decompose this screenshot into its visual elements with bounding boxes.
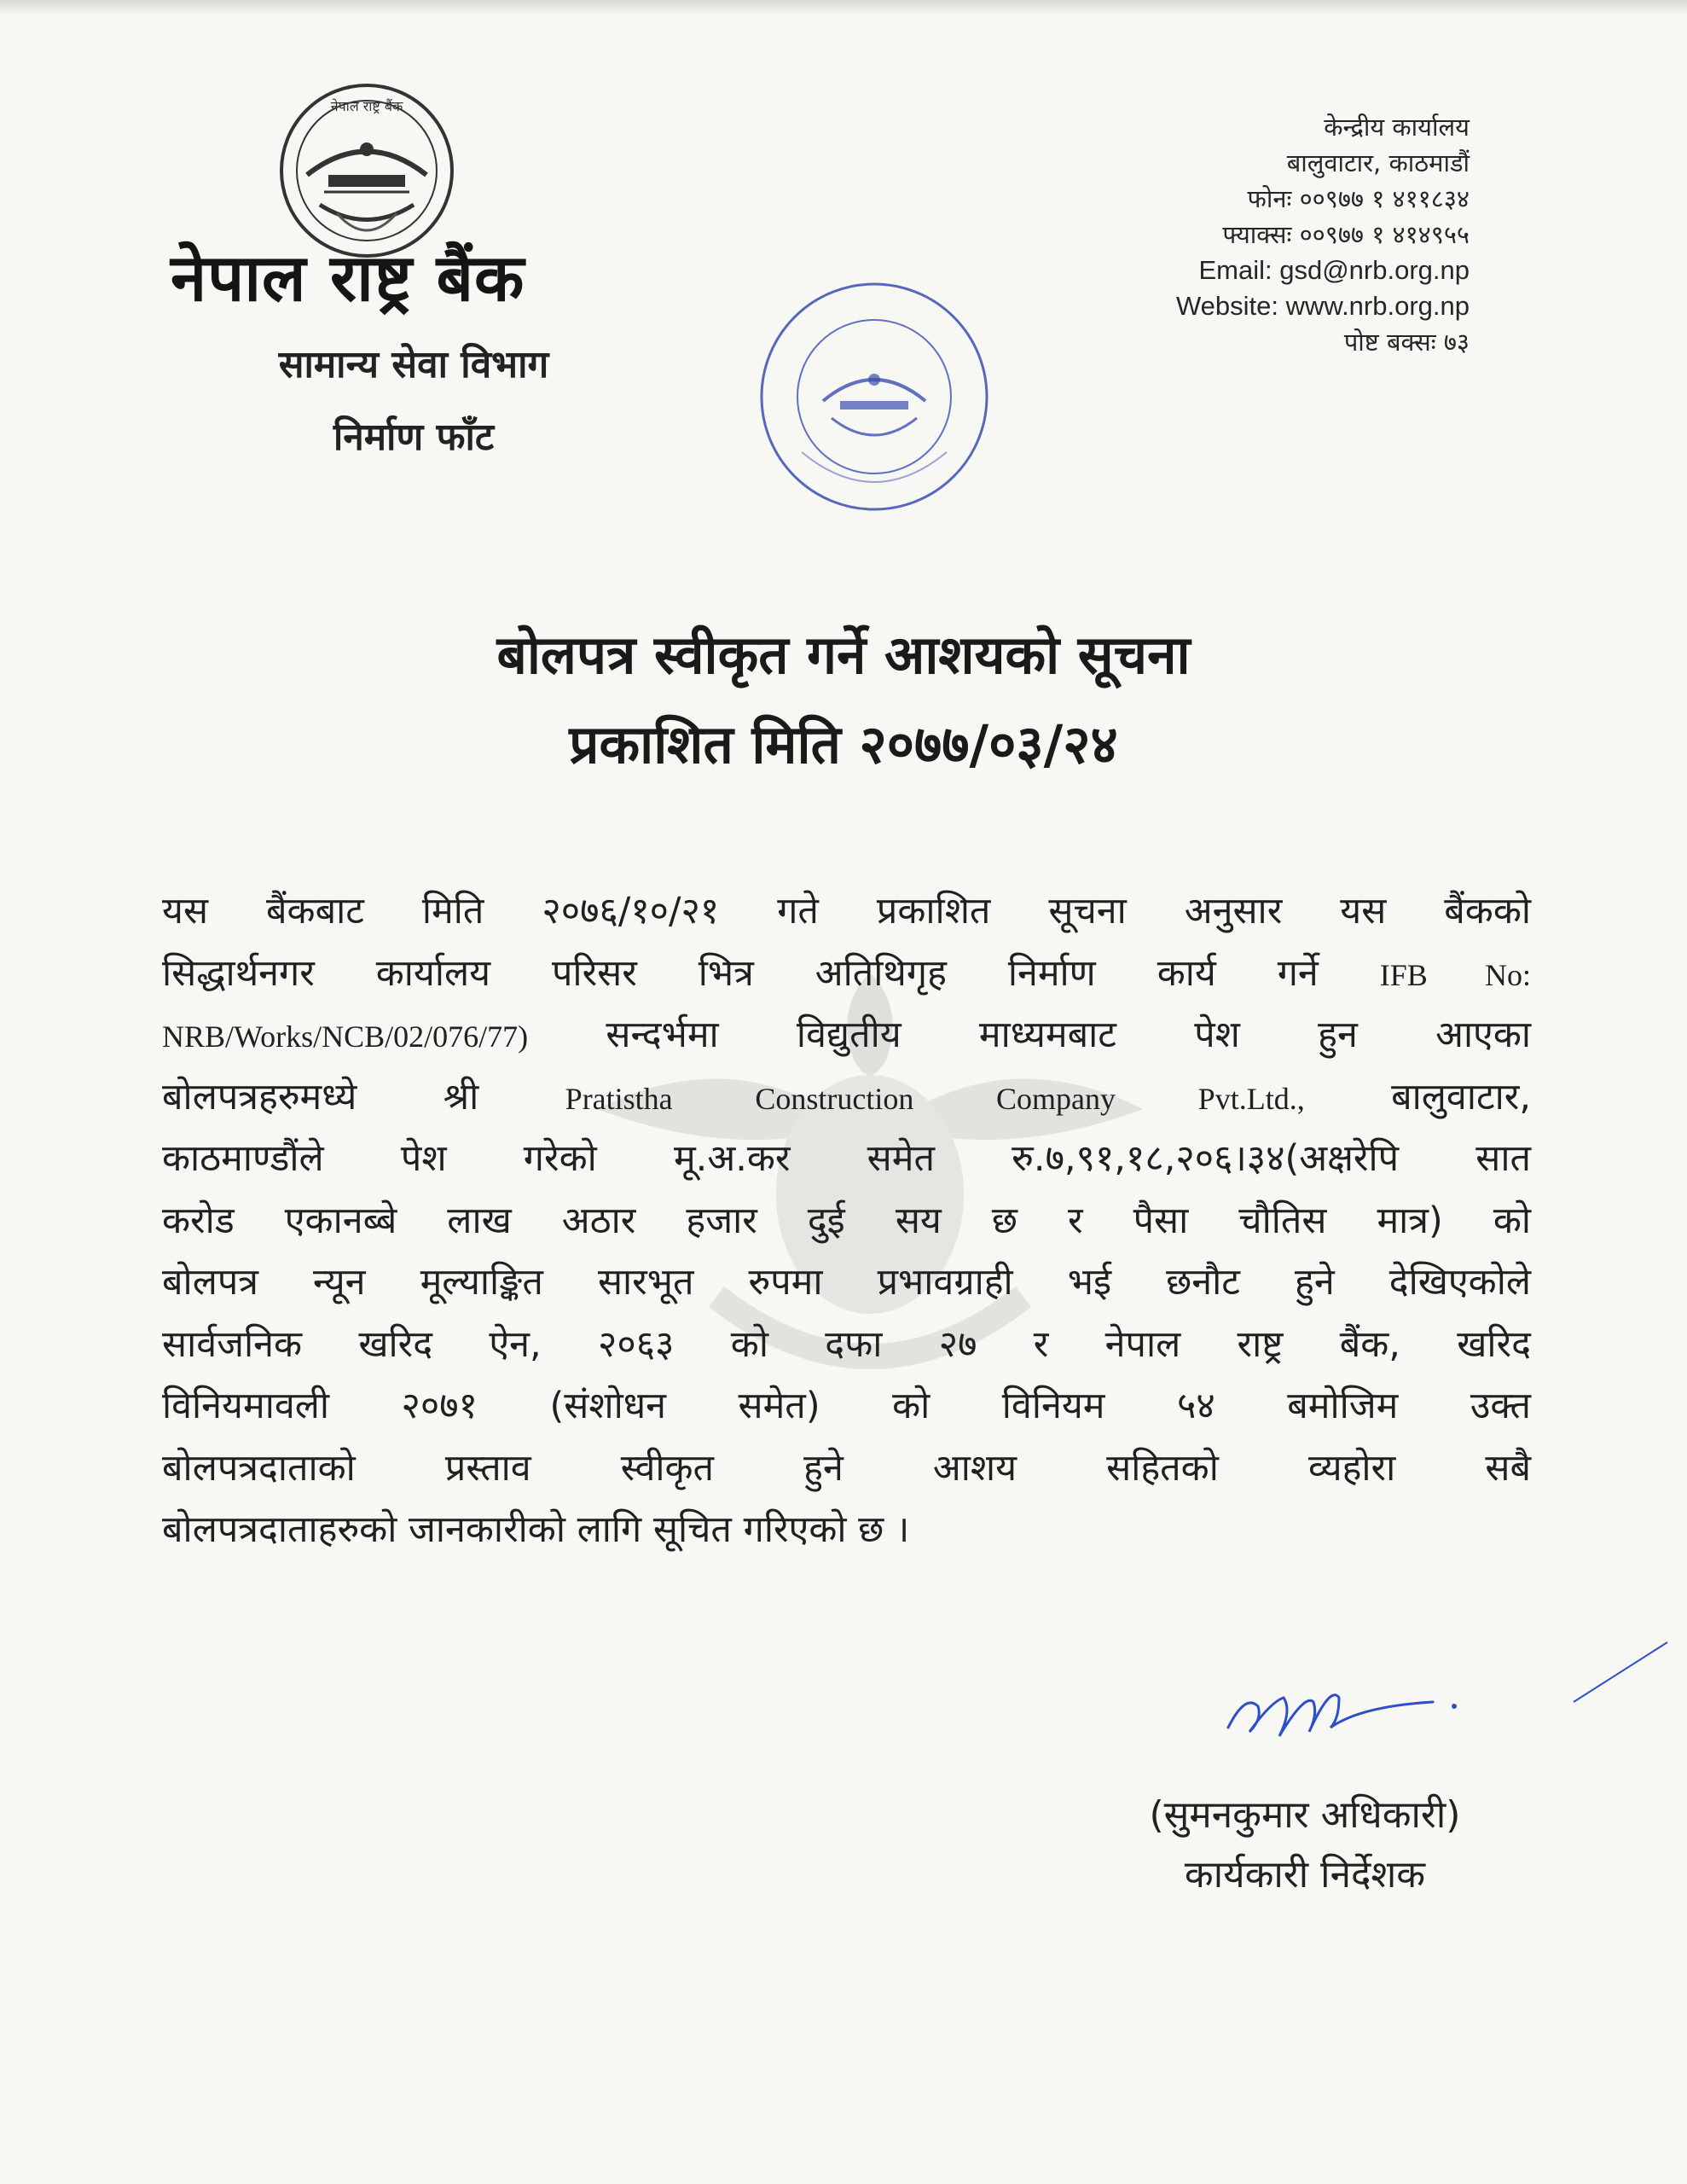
pen-mark <box>1569 1638 1672 1706</box>
notice-body <box>162 880 1531 1561</box>
ifb-number: NRB/Works/NCB/02/076/77) <box>162 1019 529 1054</box>
department-name: सामान्य सेवा विभाग <box>278 343 549 386</box>
body-line: बोलपत्र न्यून मूल्याङ्कित सारभूत रुपमा प्रभावग्राही भई छनौट हुने देखिएकोले <box>162 1261 1531 1304</box>
notice-title-block <box>0 610 1687 789</box>
body-line: करोड एकानब्बे लाख अठार हजार दुई सय छ र पैसा चौतिस मात्र) को <box>162 1199 1531 1242</box>
office-name: केन्द्रीय कार्यालय <box>1324 113 1470 142</box>
body-line: सार्वजनिक खरिद ऐन, २०६३ को दफा २७ र नेपाल राष्ट्र बैंक, खरिद <box>162 1322 1531 1366</box>
fax-number: फ्याक्सः ००९७७ १ ४१४९५५ <box>1222 220 1470 249</box>
signature <box>1211 1668 1467 1762</box>
po-box: पोष्ट बक्सः ७३ <box>1343 328 1470 357</box>
website-address: Website: www.nrb.org.np <box>1175 291 1470 321</box>
logo-text: नेपाल राष्ट्र बैंक <box>330 98 403 114</box>
body-line <box>162 1066 1531 1129</box>
official-stamp <box>751 273 998 520</box>
office-address: बालुवाटार, काठमाडौं <box>1286 148 1470 177</box>
body-line: बोलपत्रदाताहरुको जानकारीको लागि सूचित गरिएको छ । <box>162 1508 910 1551</box>
body-text-segment: बोलपत्रहरुमध्ये श्री <box>162 1075 479 1118</box>
body-line: यस बैंकबाट मिति २०७६/१०/२१ गते प्रकाशित सूचना अनुसार यस बैंकको <box>162 890 1531 932</box>
body-text-segment: बालुवाटार, <box>1391 1075 1532 1118</box>
bank-logo <box>273 77 461 264</box>
email-address: Email: gsd@nrb.org.np <box>1198 255 1470 285</box>
ifb-number-label: IFB No: <box>1379 957 1531 992</box>
contact-block <box>1026 109 1470 360</box>
signatory-title: कार्यकारी निर्देशक <box>1184 1853 1426 1896</box>
body-line <box>162 943 1531 1005</box>
phone-number: फोनः ००९७७ १ ४११८३४ <box>1247 184 1470 213</box>
notice-title: बोलपत्र स्वीकृत गर्ने आशयको सूचना <box>496 624 1191 686</box>
signatory-name: (सुमनकुमार अधिकारी) <box>1149 1793 1461 1837</box>
body-line: काठमाण्डौंले पेश गरेको मू.अ.कर समेत रु.७,९१,१८,२०६।३४(अक्षरेपि सात <box>162 1137 1531 1180</box>
body-line <box>162 1004 1531 1066</box>
section-name: निर्माण फाँट <box>333 415 495 459</box>
body-line: विनियमावली २०७१ (संशोधन समेत) को विनियम ५४ बमोजिम उक्त <box>162 1385 1531 1427</box>
body-text-segment: सिद्धार्थनगर कार्यालय परिसर भित्र अतिथिगृह निर्माण कार्य गर्ने <box>162 951 1319 995</box>
scan-edge <box>0 0 1687 15</box>
body-text-segment: सन्दर्भमा विद्युतीय माध्यमबाट पेश हुन आएका <box>606 1014 1531 1056</box>
bank-name: नेपाल राष्ट्र बैंक <box>171 240 525 316</box>
bidder-company-name: Pratistha Construction Company Pvt.Ltd., <box>565 1081 1305 1116</box>
published-date: प्रकाशित मिति २०७७/०३/२४ <box>569 713 1118 775</box>
body-line: बोलपत्रदाताको प्रस्ताव स्वीकृत हुने आशय सहितको व्यहोरा सबै <box>162 1446 1531 1490</box>
